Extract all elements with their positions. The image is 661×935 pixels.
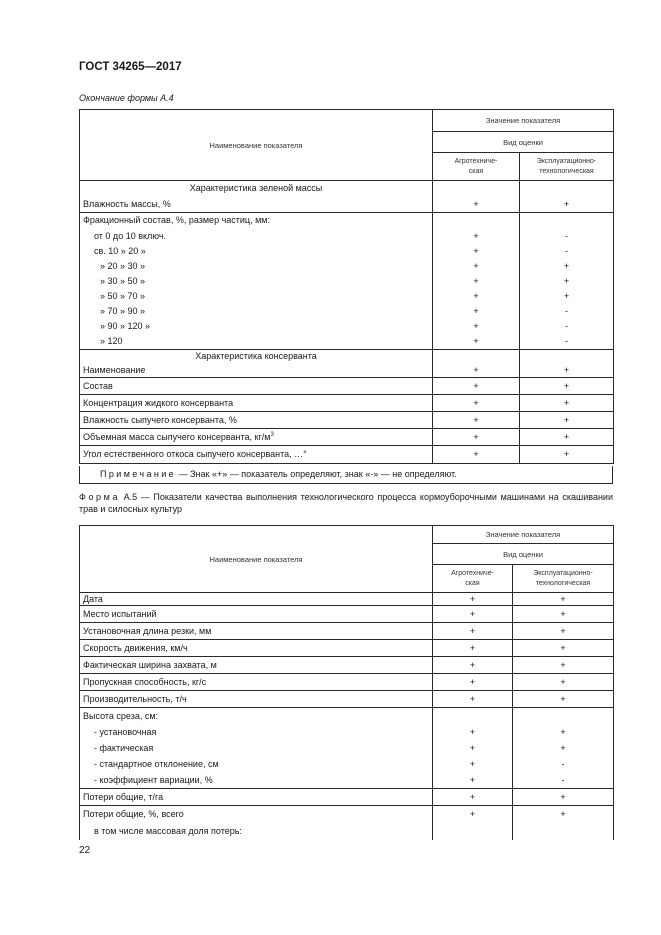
cell-expl: - bbox=[520, 334, 614, 350]
cell-agro: + bbox=[433, 259, 520, 274]
table-row-label: » 70 » 90 » bbox=[80, 304, 433, 319]
table-row-label: Угол естественного откоса сыпучего консерванта, …° bbox=[80, 446, 433, 464]
cell-expl: - bbox=[520, 244, 614, 259]
col-header-expl: Эксплуатационно- технологическая bbox=[520, 153, 614, 181]
cell-agro: + bbox=[433, 593, 513, 606]
table-row-label: » 120 bbox=[80, 334, 433, 350]
cell-agro: + bbox=[433, 674, 513, 691]
cell-expl: + bbox=[520, 446, 614, 464]
col-header-name: Наименование показателя bbox=[80, 526, 433, 593]
table-row-label: Фракционный состав, %, размер частиц, мм: bbox=[80, 213, 433, 229]
cell-agro bbox=[433, 823, 513, 840]
cell-agro: + bbox=[433, 412, 520, 429]
cell-agro: + bbox=[433, 289, 520, 304]
cell-agro: + bbox=[433, 657, 513, 674]
cell-agro: + bbox=[433, 334, 520, 350]
page-number: 22 bbox=[79, 845, 91, 856]
cell-agro: + bbox=[433, 395, 520, 412]
table-row-label: Скорость движения, км/ч bbox=[80, 640, 433, 657]
cell-expl: + bbox=[513, 640, 614, 657]
cell-expl bbox=[513, 708, 614, 725]
table-row-label: - установочная bbox=[80, 725, 433, 741]
cell-expl: + bbox=[513, 691, 614, 708]
col-header-assessment: Вид оценки bbox=[433, 132, 614, 153]
col-header-assessment: Вид оценки bbox=[433, 544, 614, 565]
cell-expl: + bbox=[513, 674, 614, 691]
cell-expl: + bbox=[513, 725, 614, 741]
cell-agro: + bbox=[433, 429, 520, 446]
section-title-preservative: Характеристика консерванта bbox=[80, 350, 433, 364]
cell-expl: + bbox=[520, 429, 614, 446]
cell-expl: - bbox=[513, 757, 614, 773]
table-row-label: Производительность, т/ч bbox=[80, 691, 433, 708]
table-row-label: св. 10 » 20 » bbox=[80, 244, 433, 259]
col-header-name: Наименование показателя bbox=[80, 110, 433, 181]
cell-expl: - bbox=[513, 773, 614, 789]
cell-agro: + bbox=[433, 244, 520, 259]
cell-expl: - bbox=[520, 229, 614, 244]
cell-agro bbox=[433, 708, 513, 725]
table-note: Примечание — Знак «+» — показатель определяют, знак «-» — не определяют. bbox=[79, 466, 613, 484]
cell-agro: + bbox=[433, 378, 520, 395]
cell-expl: - bbox=[520, 319, 614, 334]
cell-expl: + bbox=[513, 806, 614, 823]
table-row-label: Наименование bbox=[80, 364, 433, 378]
cell-expl: + bbox=[513, 741, 614, 757]
table-row-label: в том числе массовая доля потерь: bbox=[80, 823, 433, 840]
cell-expl: + bbox=[513, 789, 614, 806]
form-a5-title: Форма А.5 — Показатели качества выполнения технологического процесса кормоуборочными машинами на скашивании трав и силосных культур bbox=[79, 492, 613, 514]
table-row-label: Потери общие, %, всего bbox=[80, 806, 433, 823]
table-row-label: Высота среза, см: bbox=[80, 708, 433, 725]
cell-expl: + bbox=[520, 197, 614, 213]
table-row-label: » 30 » 50 » bbox=[80, 274, 433, 289]
section-title-green-mass: Характеристика зеленой массы bbox=[80, 181, 433, 197]
cell-expl: + bbox=[520, 412, 614, 429]
col-header-agro: Агротехниче- ская bbox=[433, 153, 520, 181]
table-row-label: Объемная масса сыпучего консерванта, $кг/м^3$ bbox=[80, 429, 433, 446]
cell-expl: + bbox=[513, 606, 614, 623]
cell-expl: + bbox=[520, 364, 614, 378]
cell-agro: + bbox=[433, 446, 520, 464]
col-header-expl: Эксплуатационно- технологическая bbox=[513, 565, 614, 593]
table-form-a4 bbox=[79, 109, 614, 464]
cell-expl bbox=[520, 213, 614, 229]
table1-caption: Окончание формы А.4 bbox=[79, 93, 174, 103]
table-row-label: Состав bbox=[80, 378, 433, 395]
cell-agro: + bbox=[433, 725, 513, 741]
cell-agro: + bbox=[433, 364, 520, 378]
col-header-value: Значение показателя bbox=[433, 110, 614, 132]
cell-agro bbox=[433, 213, 520, 229]
col-header-agro: Агротехниче- ская bbox=[433, 565, 513, 593]
cell-agro: + bbox=[433, 319, 520, 334]
table-row-label: Дата bbox=[80, 593, 433, 606]
cell-expl: + bbox=[520, 289, 614, 304]
cell-agro: + bbox=[433, 640, 513, 657]
cell-agro: + bbox=[433, 757, 513, 773]
table-row-label: » 50 » 70 » bbox=[80, 289, 433, 304]
table-row-label: Место испытаний bbox=[80, 606, 433, 623]
cell-agro: + bbox=[433, 606, 513, 623]
cell-expl: + bbox=[520, 259, 614, 274]
col-header-value: Значение показателя bbox=[433, 526, 614, 544]
table-row-label: Влажность сыпучего консерванта, % bbox=[80, 412, 433, 429]
cell-agro: + bbox=[433, 806, 513, 823]
cell-expl: + bbox=[513, 657, 614, 674]
cell-expl: + bbox=[513, 623, 614, 640]
cell-expl: + bbox=[520, 395, 614, 412]
table-row-label: от 0 до 10 включ. bbox=[80, 229, 433, 244]
table-row-label: - фактическая bbox=[80, 741, 433, 757]
cell-agro: + bbox=[433, 623, 513, 640]
cell-expl: - bbox=[520, 304, 614, 319]
cell-agro: + bbox=[433, 741, 513, 757]
cell-agro: + bbox=[433, 773, 513, 789]
table-row-label: Потери общие, т/га bbox=[80, 789, 433, 806]
cell-agro: + bbox=[433, 197, 520, 213]
table-row-label: » 20 » 30 » bbox=[80, 259, 433, 274]
table-row-label: Концентрация жидкого консерванта bbox=[80, 395, 433, 412]
cell-agro: + bbox=[433, 274, 520, 289]
cell-agro: + bbox=[433, 229, 520, 244]
table-row-label: Фактическая ширина захвата, м bbox=[80, 657, 433, 674]
cell-expl: + bbox=[520, 274, 614, 289]
cell-expl bbox=[513, 823, 614, 840]
table-row-label: Влажность массы, % bbox=[80, 197, 433, 213]
table-form-a5 bbox=[79, 525, 614, 840]
table-row-label: - стандартное отклонение, см bbox=[80, 757, 433, 773]
cell-expl: + bbox=[513, 593, 614, 606]
document-code: ГОСТ 34265—2017 bbox=[79, 61, 182, 73]
cell-agro: + bbox=[433, 789, 513, 806]
cell-agro: + bbox=[433, 304, 520, 319]
table-row-label: Пропускная способность, кг/с bbox=[80, 674, 433, 691]
cell-expl: + bbox=[520, 378, 614, 395]
cell-agro: + bbox=[433, 691, 513, 708]
table-row-label: » 90 » 120 » bbox=[80, 319, 433, 334]
table-row-label: - коэффициент вариации, % bbox=[80, 773, 433, 789]
table-row-label: Установочная длина резки, мм bbox=[80, 623, 433, 640]
